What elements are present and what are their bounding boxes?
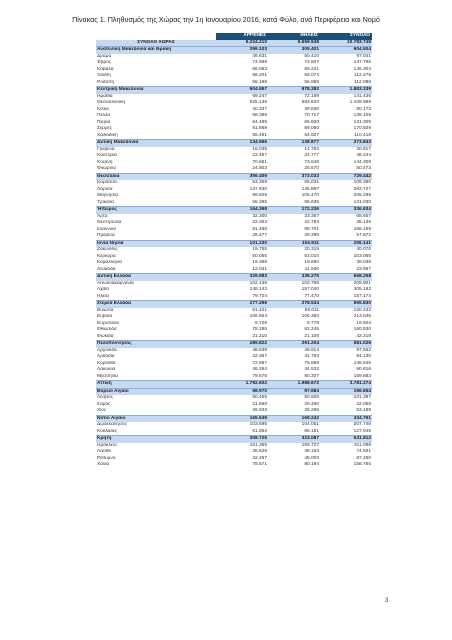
total-value: 157.174: [320, 294, 372, 301]
row-name: Αττική: [96, 381, 216, 389]
males-value: 525.136: [216, 100, 268, 107]
total-value: 1.883.339: [320, 87, 372, 94]
males-value: 308.725: [216, 436, 268, 443]
row-name: Καστοριά: [96, 153, 216, 160]
total-value: 139.105: [320, 113, 372, 120]
total-value: 42.318: [320, 334, 372, 341]
total-value: 97.552: [320, 348, 372, 355]
row-name: Θεσσαλία: [96, 173, 216, 180]
females-value: 72.807: [268, 60, 320, 67]
region-row: [96, 388, 372, 395]
females-value: 66.820: [268, 120, 320, 127]
row-name: Έβρος: [96, 60, 216, 67]
prefecture-row: [96, 233, 372, 240]
females-value: 159.727: [268, 443, 320, 450]
females-value: 33.357: [268, 214, 320, 221]
row-name: Σέρρες: [96, 126, 216, 133]
region-row: [96, 207, 372, 214]
males-value: 72.957: [216, 361, 268, 368]
males-value: 23.467: [216, 153, 268, 160]
total-value: 53.199: [320, 408, 372, 415]
males-value: 299.103: [216, 47, 268, 54]
row-name: Κρήτη: [96, 436, 216, 443]
males-value: 24.803: [216, 166, 268, 173]
region-row: [96, 436, 372, 443]
total-value: 3.781.274: [320, 381, 372, 389]
row-name: Λευκάδα: [96, 267, 216, 274]
region-row: [96, 87, 372, 94]
row-name: Άρτα: [96, 214, 216, 221]
total-value: 336.634: [320, 207, 372, 214]
prefecture-row: [96, 374, 372, 381]
males-value: 50.469: [216, 395, 268, 402]
row-name: Ηράκλειο: [96, 443, 216, 450]
males-value: 74.989: [216, 60, 268, 67]
females-value: 291.204: [268, 341, 320, 348]
females-value: 75.688: [268, 361, 320, 368]
total-value: 30.817: [320, 147, 372, 154]
prefecture-row: [96, 200, 372, 207]
females-value: 978.382: [268, 87, 320, 94]
males-value: 5.224.210: [216, 40, 268, 47]
total-value: 131.030: [320, 200, 372, 207]
row-name: Κέρκυρα: [96, 254, 216, 261]
row-name: Χαλκιδική: [96, 133, 216, 140]
row-name: Ξάνθη: [96, 73, 216, 80]
row-name: Θεσσαλονίκη: [96, 100, 216, 107]
total-value: 39.038: [320, 260, 372, 267]
prefecture-row: [96, 80, 372, 87]
region-row: [96, 47, 372, 54]
males-value: 55.491: [216, 133, 268, 140]
total-value: 668.258: [320, 274, 372, 281]
females-value: 39.836: [268, 107, 320, 114]
total-value: 10.783.748: [320, 40, 372, 47]
row-name: Πιερία: [96, 120, 216, 127]
region-row: [96, 301, 372, 308]
total-value: 604.504: [320, 47, 372, 54]
total-value: 207.746: [320, 422, 372, 429]
row-name: Βόρειο Αιγαίο: [96, 388, 216, 395]
row-name: Κιλκίς: [96, 107, 216, 114]
males-value: 78.571: [216, 462, 268, 469]
females-value: 11.936: [268, 267, 320, 274]
males-value: 19.388: [216, 260, 268, 267]
females-value: 105.470: [268, 193, 320, 200]
total-value: 305.183: [320, 287, 372, 294]
females-value: 97.684: [268, 388, 320, 395]
total-value: 334.791: [320, 415, 372, 422]
males-value: 19.755: [216, 247, 268, 254]
row-name: Κυκλάδες: [96, 429, 216, 436]
males-value: 78.285: [216, 327, 268, 334]
header-females: ΘΗΛΕΙΣ: [268, 33, 320, 40]
row-name: Κεφαλληνία: [96, 260, 216, 267]
row-name: Στερεά Ελλάδα: [96, 301, 216, 308]
prefecture-row: [96, 429, 372, 436]
total-value: 74.691: [320, 449, 372, 456]
region-row: [96, 274, 372, 281]
row-name: Ήπειρος: [96, 207, 216, 214]
row-name: Ρέθυμνο: [96, 456, 216, 463]
total-value: 168.169: [320, 227, 372, 234]
total-value: 148.645: [320, 361, 372, 368]
males-value: 32.300: [216, 214, 268, 221]
total-value: 555.830: [320, 301, 372, 308]
females-value: 70.717: [268, 113, 320, 120]
males-value: 61.421: [216, 308, 268, 315]
females-value: 25.670: [268, 166, 320, 173]
males-value: 134.966: [216, 140, 268, 147]
females-value: 26.266: [268, 408, 320, 415]
row-name: Καβάλα: [96, 67, 216, 74]
males-value: 46.631: [216, 54, 268, 61]
females-value: 323.087: [268, 436, 320, 443]
females-value: 172.236: [268, 207, 320, 214]
females-value: 20.490: [268, 402, 320, 409]
males-value: 68.388: [216, 113, 268, 120]
females-value: 22.783: [268, 220, 320, 227]
males-value: 81.869: [216, 126, 268, 133]
males-value: 277.296: [216, 301, 268, 308]
females-value: 19.650: [268, 260, 320, 267]
page-number: 3: [385, 598, 389, 604]
total-value: 80.173: [320, 107, 372, 114]
females-value: 73.648: [268, 160, 320, 167]
total-value: 131.309: [320, 120, 372, 127]
males-value: 48.638: [216, 348, 268, 355]
males-value: 79.704: [216, 294, 268, 301]
females-value: 44.532: [268, 367, 320, 374]
table-title: Πίνακας 1. Πληθυσμός της Χώρας την 1η Ιανουαρίου 2016, κατά Φύλο, ανά Περιφέρεια και Νομό: [72, 15, 380, 24]
population-table: [96, 33, 372, 469]
row-name: Πέλλα: [96, 113, 216, 120]
females-value: 104.051: [268, 422, 320, 429]
males-value: 16.035: [216, 147, 268, 154]
region-row: [96, 415, 372, 422]
total-value: 112.275: [320, 73, 372, 80]
total-value: 205.901: [320, 281, 372, 288]
females-value: 80.307: [268, 374, 320, 381]
females-value: 56.074: [268, 73, 320, 80]
row-name: ΣΥΝΟΛΟ ΧΩΡΑΣ: [96, 40, 216, 47]
total-value: 159.883: [320, 374, 372, 381]
males-value: 66.083: [216, 67, 268, 74]
row-name: Λέσβος: [96, 395, 216, 402]
males-value: 42.367: [216, 354, 268, 361]
males-value: 21.210: [216, 334, 268, 341]
males-value: 98.970: [216, 388, 268, 395]
males-value: 21.568: [216, 402, 268, 409]
total-value: 581.026: [320, 341, 372, 348]
row-name: Δυτική Ελλάδα: [96, 274, 216, 281]
row-name: Φλώρινα: [96, 166, 216, 173]
females-value: 278.534: [268, 301, 320, 308]
row-name: Βοιωτία: [96, 308, 216, 315]
males-value: 81.468: [216, 227, 268, 234]
row-name: Δωδεκάνησος: [96, 422, 216, 429]
males-value: 165.549: [216, 415, 268, 422]
females-value: 9.778: [268, 321, 320, 328]
total-value: 42.058: [320, 402, 372, 409]
row-name: Ιόνια Νησιά: [96, 240, 216, 247]
males-value: 289.822: [216, 341, 268, 348]
males-value: 329.983: [216, 274, 268, 281]
row-name: Ημαθία: [96, 94, 216, 101]
females-value: 80.194: [268, 462, 320, 469]
row-name: Δυτική Μακεδονία: [96, 140, 216, 147]
males-value: 46.284: [216, 367, 268, 374]
row-name: Εύβοια: [96, 314, 216, 321]
total-value: 206.141: [320, 240, 372, 247]
region-row: [96, 240, 372, 247]
prefecture-row: [96, 334, 372, 341]
prefecture-row: [96, 462, 372, 469]
row-name: Ιωάννινα: [96, 227, 216, 234]
females-value: 14.782: [268, 147, 320, 154]
females-value: 56.889: [268, 80, 320, 87]
total-value: 127.045: [320, 429, 372, 436]
males-value: 50.056: [216, 254, 268, 261]
males-value: 61.854: [216, 429, 268, 436]
males-value: 106.654: [216, 314, 268, 321]
prefecture-row: [96, 408, 372, 415]
females-value: 145.897: [268, 187, 320, 194]
total-value: 205.295: [320, 193, 372, 200]
row-name: Αιτωλοακαρνανία: [96, 281, 216, 288]
row-name: Κεντρική Μακεδονία: [96, 87, 216, 94]
total-value: 273.843: [320, 140, 372, 147]
females-value: 65.191: [268, 429, 320, 436]
females-value: 54.927: [268, 133, 320, 140]
females-value: 86.701: [268, 227, 320, 234]
row-name: Μαγνησία: [96, 193, 216, 200]
total-value: 19.504: [320, 321, 372, 328]
females-value: 21.108: [268, 334, 320, 341]
females-value: 48.914: [268, 348, 320, 355]
prefecture-row: [96, 267, 372, 274]
total-value: 196.654: [320, 388, 372, 395]
row-name: Φωκίδα: [96, 334, 216, 341]
region-row: [96, 381, 372, 389]
total-value: 120.432: [320, 308, 372, 315]
row-name: Κοζάνη: [96, 160, 216, 167]
row-name: Λάρισα: [96, 187, 216, 194]
row-name: Λασίθι: [96, 449, 216, 456]
row-name: Χίος: [96, 408, 216, 415]
row-name: Δράμα: [96, 54, 216, 61]
males-value: 42.257: [216, 456, 268, 463]
females-value: 72.189: [268, 94, 320, 101]
females-value: 1.988.672: [268, 381, 320, 389]
females-value: 50.410: [268, 54, 320, 61]
total-value: 213.046: [320, 314, 372, 321]
males-value: 99.825: [216, 193, 268, 200]
males-value: 28.477: [216, 233, 268, 240]
females-value: 106.392: [268, 314, 320, 321]
row-name: Μεσσηνία: [96, 374, 216, 381]
males-value: 356.409: [216, 173, 268, 180]
females-value: 59.011: [268, 308, 320, 315]
males-value: 904.957: [216, 87, 268, 94]
total-value: 97.041: [320, 54, 372, 61]
females-value: 103.765: [268, 281, 320, 288]
total-value: 141.436: [320, 94, 372, 101]
females-value: 24.777: [268, 153, 320, 160]
males-value: 70.661: [216, 160, 268, 167]
total-value: 283.727: [320, 187, 372, 194]
females-value: 169.242: [268, 415, 320, 422]
row-name: Κορινθία: [96, 361, 216, 368]
males-value: 69.247: [216, 94, 268, 101]
females-value: 138.877: [268, 140, 320, 147]
total-value: 160.530: [320, 327, 372, 334]
row-name: Καρδίτσα: [96, 180, 216, 187]
males-value: 102.136: [216, 281, 268, 288]
males-value: 53.359: [216, 180, 268, 187]
row-name: Ανατολική Μακεδονία και Θράκη: [96, 47, 216, 54]
table-body: [96, 40, 372, 469]
row-name: Τρίκαλα: [96, 200, 216, 207]
males-value: 151.369: [216, 443, 268, 450]
total-value: 87.260: [320, 456, 372, 463]
males-value: 55.199: [216, 80, 268, 87]
region-row: [96, 341, 372, 348]
row-name: Σάμος: [96, 402, 216, 409]
total-value: 45.136: [320, 220, 372, 227]
total-value: 65.657: [320, 214, 372, 221]
prefecture-row: [96, 294, 372, 301]
females-value: 89.060: [268, 126, 320, 133]
females-value: 45.003: [268, 456, 320, 463]
total-value: 144.309: [320, 160, 372, 167]
females-value: 65.635: [268, 200, 320, 207]
total-value: 110.418: [320, 133, 372, 140]
males-value: 22.353: [216, 220, 268, 227]
males-value: 1.792.602: [216, 381, 268, 389]
total-value: 170.929: [320, 126, 372, 133]
females-value: 338.275: [268, 274, 320, 281]
region-row: [96, 140, 372, 147]
row-name: Ηλεία: [96, 294, 216, 301]
females-value: 69.221: [268, 67, 320, 74]
females-value: 38.163: [268, 449, 320, 456]
total-value: 1.109.969: [320, 100, 372, 107]
total-value: 109.390: [320, 180, 372, 187]
header-total: ΣΥΝΟΛΟ: [320, 33, 372, 40]
total-value: 311.096: [320, 443, 372, 450]
males-value: 40.337: [216, 107, 268, 114]
row-name: Χανιά: [96, 462, 216, 469]
total-value: 729.442: [320, 173, 372, 180]
region-row: [96, 173, 372, 180]
row-name: Πρέβεζα: [96, 233, 216, 240]
header-males: ΑΡΡΕΝΕΣ: [216, 33, 268, 40]
total-value: 103.066: [320, 254, 372, 261]
males-value: 36.528: [216, 449, 268, 456]
females-value: 584.833: [268, 100, 320, 107]
prefecture-row: [96, 166, 372, 173]
row-name: Θεσπρωτία: [96, 220, 216, 227]
row-name: Ευρυτανία: [96, 321, 216, 328]
females-value: 53.010: [268, 254, 320, 261]
total-value: 84.130: [320, 354, 372, 361]
males-value: 164.398: [216, 207, 268, 214]
total-value: 50.473: [320, 166, 372, 173]
males-value: 148.143: [216, 287, 268, 294]
row-name: Νότιο Αιγαίο: [96, 415, 216, 422]
females-value: 104.911: [268, 240, 320, 247]
total-row: [96, 40, 372, 47]
total-value: 631.812: [320, 436, 372, 443]
females-value: 373.033: [268, 173, 320, 180]
males-value: 79.576: [216, 374, 268, 381]
row-name: Ροδόπη: [96, 80, 216, 87]
row-name: Πελοπόννησος: [96, 341, 216, 348]
males-value: 101.230: [216, 240, 268, 247]
males-value: 9.726: [216, 321, 268, 328]
row-name: Φθιώτιδα: [96, 327, 216, 334]
total-value: 135.304: [320, 67, 372, 74]
total-value: 158.765: [320, 462, 372, 469]
row-name: Αργολίδα: [96, 348, 216, 355]
males-value: 12.031: [216, 267, 268, 274]
females-value: 20.315: [268, 247, 320, 254]
prefecture-row: [96, 133, 372, 140]
total-value: 90.816: [320, 367, 372, 374]
females-value: 5.559.538: [268, 40, 320, 47]
females-value: 157.040: [268, 287, 320, 294]
row-name: Λακωνία: [96, 367, 216, 374]
row-name: Γρεβενά: [96, 147, 216, 154]
females-value: 82.245: [268, 327, 320, 334]
total-value: 48.244: [320, 153, 372, 160]
females-value: 77.470: [268, 294, 320, 301]
row-name: Ζάκυνθος: [96, 247, 216, 254]
females-value: 50.928: [268, 395, 320, 402]
row-name: Αχαΐα: [96, 287, 216, 294]
total-value: 112.088: [320, 80, 372, 87]
total-value: 147.796: [320, 60, 372, 67]
total-value: 101.397: [320, 395, 372, 402]
males-value: 56.201: [216, 73, 268, 80]
males-value: 137.830: [216, 187, 268, 194]
females-value: 41.763: [268, 354, 320, 361]
males-value: 103.695: [216, 422, 268, 429]
males-value: 26.933: [216, 408, 268, 415]
total-value: 23.967: [320, 267, 372, 274]
row-name: Αρκαδία: [96, 354, 216, 361]
total-value: 40.070: [320, 247, 372, 254]
females-value: 29.395: [268, 233, 320, 240]
females-value: 56.031: [268, 180, 320, 187]
males-value: 64.489: [216, 120, 268, 127]
females-value: 305.401: [268, 47, 320, 54]
males-value: 65.395: [216, 200, 268, 207]
total-value: 57.872: [320, 233, 372, 240]
